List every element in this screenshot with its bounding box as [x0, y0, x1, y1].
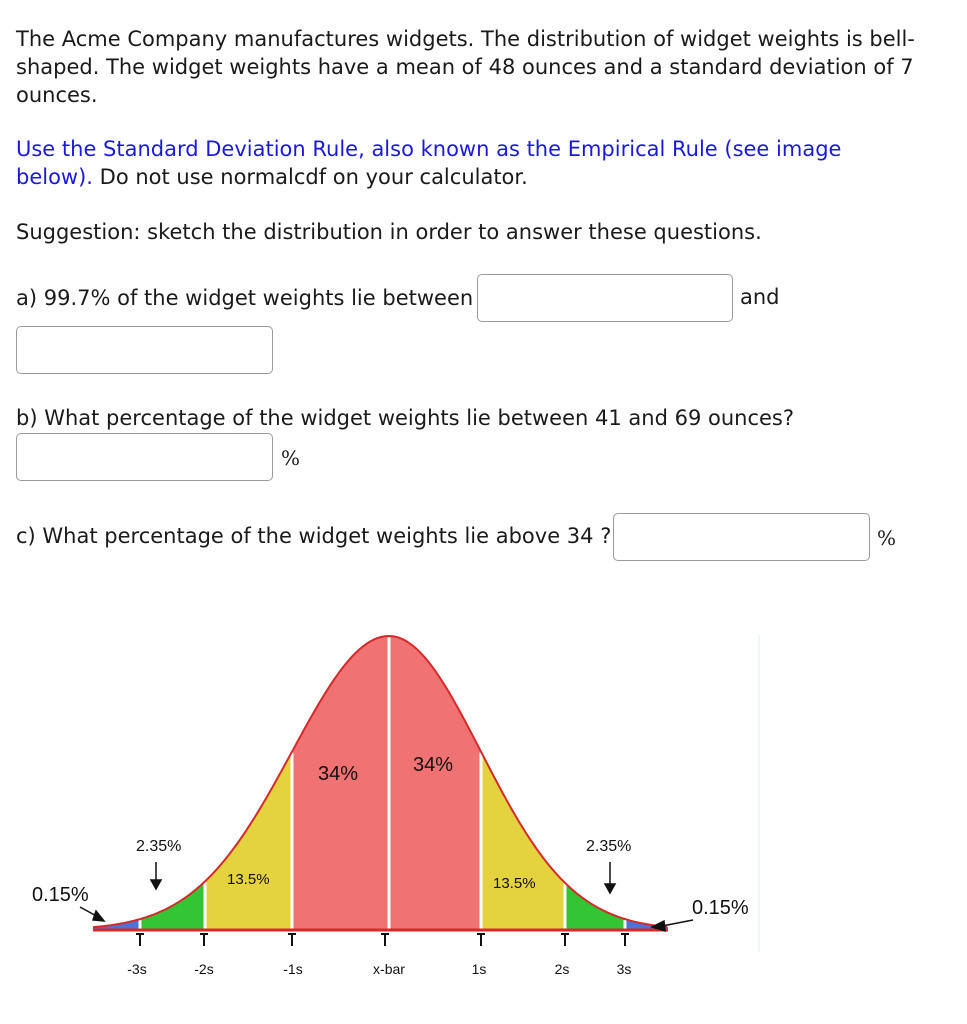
axis-tick: [477, 934, 485, 946]
question-c-input[interactable]: [613, 513, 870, 561]
right-second-arrow: [605, 862, 615, 893]
region-right-third: [481, 752, 565, 930]
label-left-third: 13.5%: [227, 871, 270, 888]
instruction-black-tail: Do not use normalcdf on your calculator.: [92, 165, 528, 189]
question-a-and-label: and: [740, 285, 780, 309]
tick-label-1s: 1s: [471, 961, 487, 977]
axis-tick: [136, 934, 144, 946]
question-a-text: a) 99.7% of the widget weights lie between: [16, 286, 474, 310]
question-b-percent-label: %: [281, 446, 301, 470]
question-c-text: c) What percentage of the widget weights lie above 34 ?: [16, 524, 612, 548]
axis-tick: [621, 934, 629, 946]
instruction-line-1: Use the Standard Deviation Rule, also known as the Empirical Rule (see image: [16, 137, 842, 161]
intro-line-1: The Acme Company manufactures widgets. The distribution of widget weights is bell-: [16, 27, 915, 51]
label-left-center: 34%: [318, 763, 359, 785]
instruction-line-2: [16, 163, 528, 191]
left-tail-arrow: [80, 907, 104, 921]
intro-line-2: shaped. The widget weights have a mean of 48 ounces and a standard deviation of 7: [16, 55, 914, 79]
instruction-blue-tail: below).: [16, 165, 93, 189]
question-b-input[interactable]: [16, 433, 273, 481]
empirical-rule-figure: [0, 600, 967, 1020]
region-left-third: [205, 752, 292, 930]
tick-label-minus-2s: -2s: [194, 961, 214, 977]
left-second-arrow: [151, 862, 161, 889]
question-a-lower-input[interactable]: [477, 274, 733, 322]
right-tail-arrow: [652, 920, 693, 931]
label-left-tail: 0.15%: [32, 884, 89, 906]
label-right-second: 2.35%: [586, 838, 632, 855]
label-right-tail: 0.15%: [692, 897, 749, 919]
label-right-third: 13.5%: [493, 875, 536, 892]
axis-tick: [200, 934, 208, 946]
intro-line-3: ounces.: [16, 83, 98, 107]
question-c-percent-label: %: [877, 526, 897, 550]
question-b-text: b) What percentage of the widget weights lie between 41 and 69 ounces?: [16, 406, 794, 430]
question-a-upper-input[interactable]: [16, 326, 273, 374]
label-left-second: 2.35%: [136, 838, 182, 855]
axis-tick: [288, 934, 296, 946]
axis-tick: [381, 934, 389, 946]
tick-label-minus-3s: -3s: [127, 961, 147, 977]
tick-label-2s: 2s: [554, 961, 570, 977]
label-right-center: 34%: [413, 754, 454, 776]
region-right-center: [389, 636, 481, 930]
tick-label-xbar: x-bar: [373, 961, 405, 977]
tick-label-3s: 3s: [616, 961, 632, 977]
suggestion-text: Suggestion: sketch the distribution in order to answer these questions.: [16, 220, 762, 244]
tick-label-minus-1s: -1s: [283, 961, 303, 977]
axis-tick: [561, 934, 569, 946]
